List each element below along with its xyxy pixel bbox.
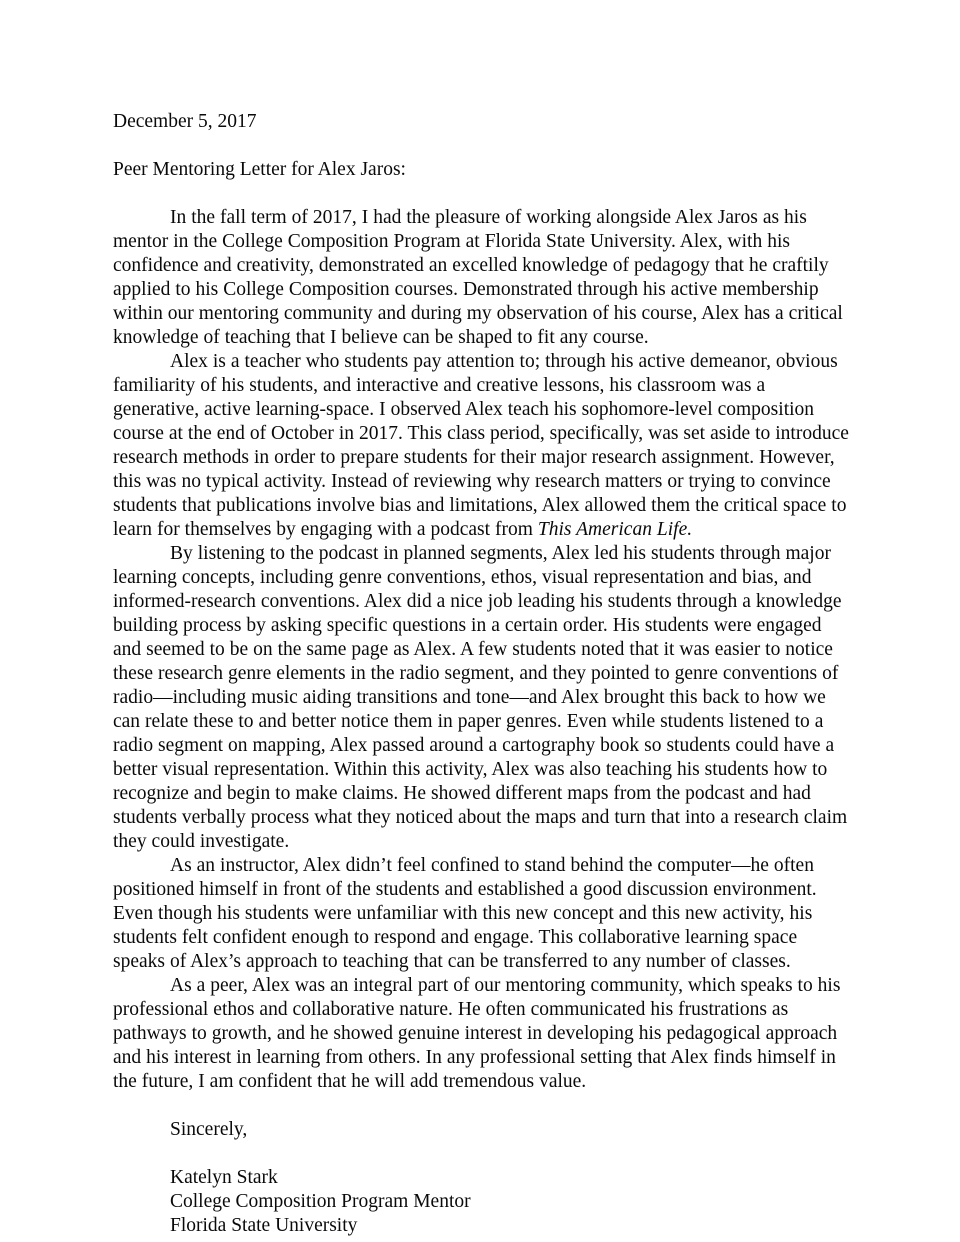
date-greeting-spacer (113, 134, 849, 158)
podcast-title-italic: This American Life. (537, 519, 693, 540)
signer-title: College Composition Program Mentor (170, 1191, 471, 1212)
paragraph-4: As an instructor, Alex didn’t feel confined to stand behind the computer—he often positioned himself in front of the students and established a good discussion environment. Even though his students were unfamiliar with this new concept and this new activity, his students felt confident enough to respond and engage. This collaborative learning space speaks of Alex’s approach to teaching that can be transferred to any number of classes. (113, 855, 817, 972)
paragraph-3: By listening to the podcast in planned segments, Alex led his students through major learning concepts, including genre conventions, ethos, visual representation and bias, and informed-research conventions. Alex did a nice job leading his students through a knowledge building process by asking specific questions in a certain order. His students were engaged and seemed to be on the same page as Alex. A few students noted that it was easier to notice these research genre elements in the radio segment, and they pointed to genre conventions of radio—including music aiding transitions and tone—and Alex brought this back to how we can relate these to and better notice them in paper genres. Even while students listened to a radio segment on mapping, Alex passed around a cartography book so students could have a better visual representation. Within this activity, Alex was also teaching his students how to recognize and begin to make claims. He showed different maps from the podcast and had students verbally process what they noticed about the maps and turn that into a research claim they could investigate. (113, 543, 848, 852)
paragraph-2 (113, 350, 849, 542)
signature-block (113, 1118, 849, 1238)
closing-signature-spacer (170, 1142, 849, 1166)
letter-subject-line: Peer Mentoring Letter for Alex Jaros: (113, 159, 406, 180)
signer-name: Katelyn Stark (170, 1167, 278, 1188)
body-closing-spacer (113, 1094, 849, 1118)
signer-organization: Florida State University (170, 1215, 358, 1236)
letter-date: December 5, 2017 (113, 111, 257, 132)
letter-body (113, 110, 849, 1238)
paragraph-5: As a peer, Alex was an integral part of our mentoring community, which speaks to his professional ethos and collaborative nature. He often communicated his frustrations as pathways to growth, and he showed genuine interest in developing his pedagogical approach and his interest in learning from others. In any professional setting that Alex finds himself in the future, I am confident that he will add tremendous value. (113, 975, 841, 1092)
paragraph-1: In the fall term of 2017, I had the pleasure of working alongside Alex Jaros as his mentor in the College Composition Program at Florida State University. Alex, with his confidence and creativity, demonstrated an excelled knowledge of pedagogy that he craftily applied to his College Composition courses. Demonstrated through his active membership within our mentoring community and during my observation of his course, Alex has a critical knowledge of teaching that I believe can be shaped to fit any course. (113, 207, 843, 348)
greeting-body-spacer (113, 182, 849, 206)
paragraph-2-text: Alex is a teacher who students pay attention to; through his active demeanor, obvious familiarity of his students, and interactive and creative lessons, his classroom was a generative, active learning-space. I observed Alex teach his sophomore-level composition course at the end of October in 2017. This class period, specifically, was set aside to introduce research methods in order to prepare students for their major research assignment. However, this was no typical activity. Instead of reviewing why research matters or trying to convince students that publications involve bias and limitations, Alex allowed them the critical space to learn for themselves by engaging with a podcast from (113, 351, 849, 540)
closing-salutation: Sincerely, (170, 1119, 248, 1140)
